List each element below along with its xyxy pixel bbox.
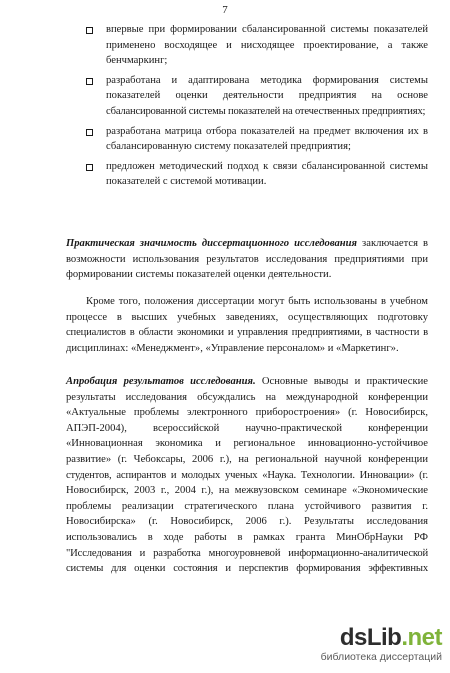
- checkbox-bullet-icon: [86, 78, 93, 85]
- bullet-line: разработана матрица отбора показателей на предмет включения их в: [106, 125, 428, 137]
- practical-paragraph: [66, 236, 428, 283]
- paragraph-line: развитие» (г. Чебоксары, 2006 г.), на региональной научной конференции: [66, 453, 428, 465]
- bullet-line: показателей оценки деятельности предприятия на основе: [106, 90, 428, 102]
- paragraph-line: Новосибирск, 2003 г., 2004 г.), на межвузовском семинаре «Экономические: [66, 485, 428, 497]
- paragraph-line: возможности использования результатов исследования предприятиями при: [66, 253, 428, 265]
- checkbox-bullet-icon: [86, 27, 93, 34]
- approbation-paragraph: [66, 374, 428, 577]
- checkbox-bullet-icon: [86, 164, 93, 171]
- paragraph-line: [66, 236, 428, 252]
- bullet-list: [66, 22, 428, 190]
- paragraph-line: студентов, аспирантов и молодых ученых «Наука. Технологии. Инновации» (г.: [66, 469, 428, 481]
- paragraph-text: Основные выводы и практические: [255, 376, 428, 387]
- paragraph-line: использовались в ходе работы в рамках гранта МинОбрНауки РФ: [66, 531, 428, 543]
- bullet-line: разработана и адаптирована методика формирования системы: [106, 74, 428, 86]
- paragraph-line: дисциплинах: «Менеджмент», «Управление персоналом» и «Маркетинг».: [66, 342, 399, 354]
- paragraph-line: [66, 374, 428, 390]
- paragraph-line: «Актуальные проблемы электронного приборостроения» (г. Новосибирск,: [66, 407, 428, 419]
- dslib-watermark[interactable]: [321, 626, 442, 663]
- paragraph-line: формировании системы показателей оценки деятельности.: [66, 269, 332, 281]
- paragraph-line: системы для оценки состояния и перспектив формирования эффективных: [66, 563, 428, 575]
- bullet-item: [66, 124, 428, 155]
- paragraph-line: специалистов в области экономики и управления предприятиями, в частности в: [66, 327, 428, 339]
- logo-main-text: dsLib: [339, 624, 402, 651]
- bullet-item: [66, 22, 428, 69]
- paragraph-line: "Исследования и разработка многоуровневой информационно-аналитической: [66, 547, 428, 559]
- checkbox-bullet-icon: [86, 129, 93, 136]
- bullet-line: применено восходящее и нисходящее проектирование, а также: [106, 39, 428, 51]
- approbation-heading: Апробация результатов исследования.: [66, 376, 256, 387]
- bullet-line: бенчмаркинг;: [106, 55, 168, 67]
- paragraph-line: процессе в высших учебных заведениях, осуществляющих подготовку: [66, 311, 428, 323]
- page-number: 7: [222, 4, 228, 16]
- paragraph-line: АПЭП-2004), всероссийской научно-практической конференции: [66, 422, 428, 434]
- bullet-line: показателей с системой мотивации.: [106, 176, 267, 188]
- practical-heading: Практическая значимость диссертационного исследования: [66, 238, 358, 249]
- paragraph-line: Новосибирска» (г. Новосибирск, 2006 г.). Результаты исследования: [66, 516, 428, 528]
- paragraph-line: Кроме того, положения диссертации могут быть использованы в учебном: [86, 296, 428, 307]
- also-paragraph: [66, 294, 428, 356]
- bullet-item: [66, 159, 428, 190]
- bullet-line: сбалансированную систему показателей предприятия;: [106, 141, 351, 153]
- watermark-subtitle: библиотека диссертаций: [320, 651, 442, 663]
- logo-ext-text: .net: [401, 624, 442, 651]
- dslib-logo: [321, 626, 442, 650]
- bullet-line: сбалансированной системы показателей на отечественных предприятиях;: [106, 105, 426, 117]
- paragraph-text: заключается в: [357, 238, 428, 249]
- paragraph-line: результаты исследования обсуждались на международной конференции: [66, 391, 428, 403]
- bullet-item: [66, 73, 428, 120]
- paragraph-line: проблемы реализации стратегического плана устойчивого развития г.: [66, 500, 428, 512]
- bullet-line: впервые при формировании сбалансированной системы показателей: [106, 24, 428, 35]
- paragraph-line: «Инновационная экономика и региональное инновационно-устойчивое: [66, 438, 428, 450]
- bullet-line: предложен методический подход к связи сбалансированной системы: [106, 160, 428, 172]
